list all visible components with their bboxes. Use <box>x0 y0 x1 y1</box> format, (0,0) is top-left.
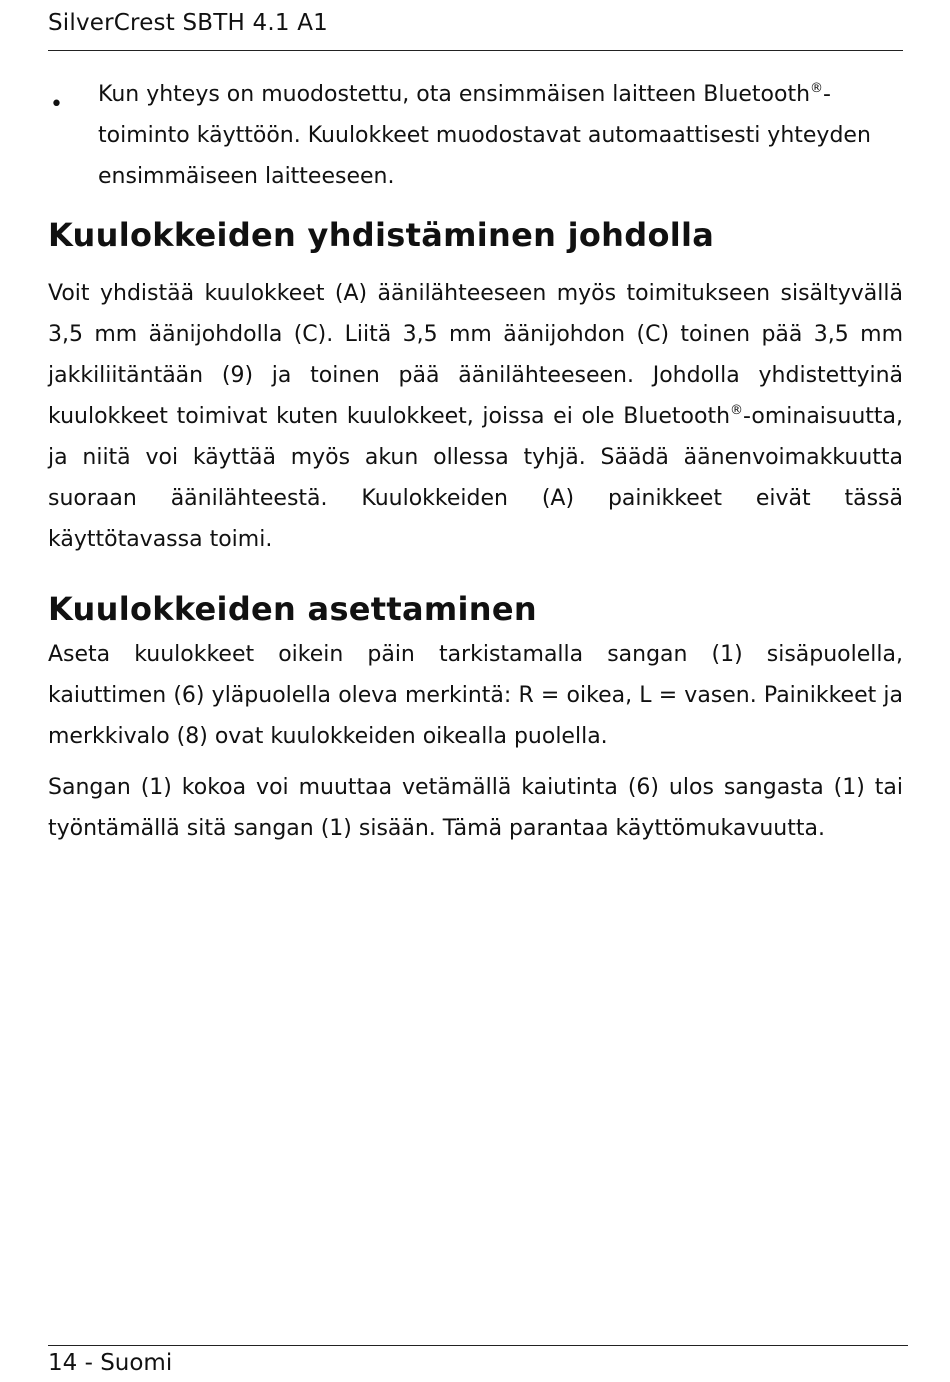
bullet-text-end: -toiminto käyttöön. Kuulokkeet muodostavat automaattisesti yhteyden ensimmäiseen laitteeseen. <box>98 82 871 189</box>
page-footer <box>48 1345 908 1380</box>
bullet-text <box>98 74 903 197</box>
section-heading-wired: Kuulokkeiden yhdistäminen johdolla <box>48 216 715 254</box>
section-heading-fitting: Kuulokkeiden asettaminen <box>48 590 537 628</box>
paragraph-wired-start: Voit yhdistää kuulokkeet (A) äänilähteeseen myös toimitukseen sisältyvällä 3,5 mm äänijohdolla (C). Liitä 3,5 mm äänijohdon (C) toinen pää 3,5 mm jakkiliitäntään (9) ja toinen pää äänilähteeseen. Johdolla yhdistettyinä kuulokkeet toimivat kuten kuulokkeet, joissa ei ole Bluetooth <box>48 281 903 429</box>
page-number: 14 - Suomi <box>48 1350 173 1376</box>
document-title: SilverCrest SBTH 4.1 A1 <box>48 10 328 36</box>
paragraph-wired <box>48 273 903 560</box>
section-fitting <box>48 589 903 849</box>
paragraph-fitting-orientation: Aseta kuulokkeet oikein päin tarkistamalla sangan (1) sisäpuolella, kaiuttimen (6) yläpuolella oleva merkintä: R = oikea, L = vasen. Painikkeet ja merkkivalo (8) ovat kuulokkeiden oikealla puolella. <box>48 642 903 749</box>
bullet-list-item <box>48 74 903 197</box>
bullet-text-start: Kun yhteys on muodostettu, ota ensimmäisen laitteen Bluetooth <box>98 82 811 107</box>
registered-mark: ® <box>730 403 744 418</box>
bullet-marker: • <box>50 92 63 117</box>
page-header <box>48 6 903 51</box>
paragraph-fitting-size: Sangan (1) kokoa voi muuttaa vetämällä kaiutinta (6) ulos sangasta (1) tai työntämällä sitä sangan (1) sisään. Tämä parantaa käyttömukavuutta. <box>48 775 903 841</box>
registered-mark: ® <box>810 81 824 96</box>
section-wired-connection <box>48 215 903 560</box>
paragraph-wired-end: -ominaisuutta, ja niitä voi käyttää myös akun ollessa tyhjä. Säädä äänenvoimakkuutta suoraan äänilähteestä. Kuulokkeiden (A) painikkeet eivät tässä käyttötavassa toimi. <box>48 404 903 552</box>
